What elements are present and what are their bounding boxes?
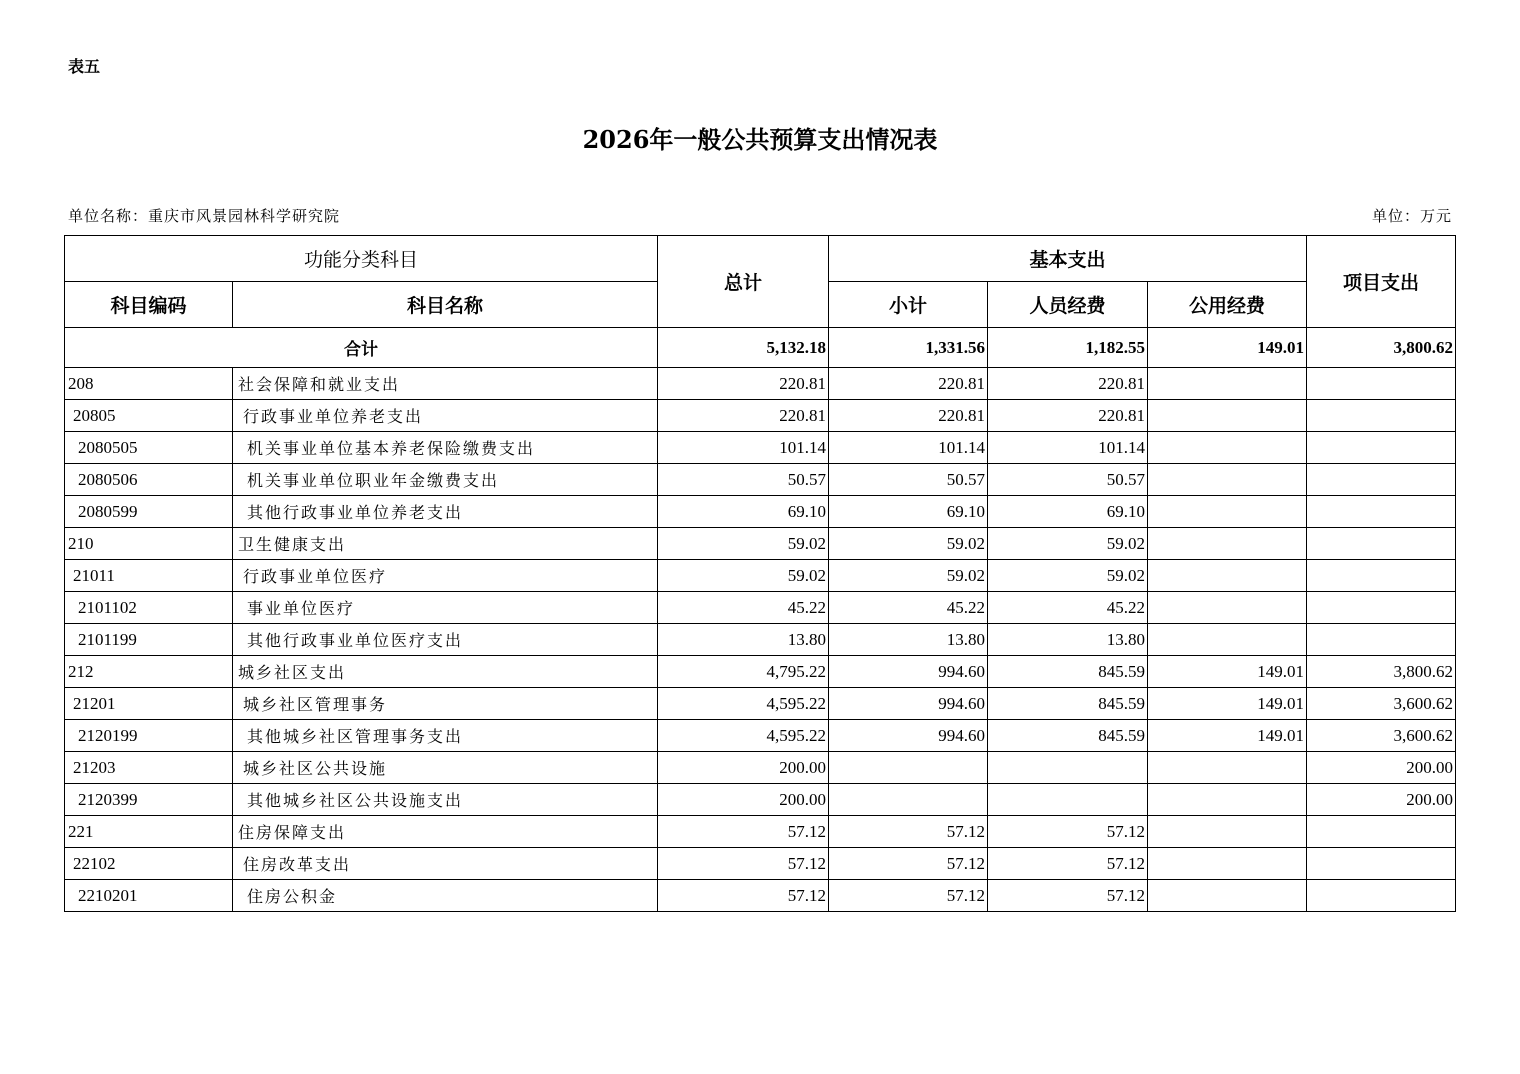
cell-project	[1307, 496, 1456, 528]
cell-total: 59.02	[658, 560, 829, 592]
cell-code: 2101102	[65, 592, 233, 624]
cell-total: 4,595.22	[658, 720, 829, 752]
cell-code: 2120199	[65, 720, 233, 752]
header-project: 项目支出	[1307, 236, 1456, 328]
unit-label: 单位：万元	[1371, 207, 1452, 225]
cell-total: 45.22	[658, 592, 829, 624]
cell-public: 149.01	[1148, 720, 1307, 752]
cell-subtotal: 220.81	[829, 400, 988, 432]
table-row	[65, 752, 1456, 784]
cell-code: 212	[65, 656, 233, 688]
cell-total: 4,795.22	[658, 656, 829, 688]
cell-project	[1307, 528, 1456, 560]
header-subtotal: 小计	[829, 282, 988, 328]
cell-project	[1307, 368, 1456, 400]
cell-project	[1307, 560, 1456, 592]
cell-total: 200.00	[658, 784, 829, 816]
cell-name: 住房公积金	[233, 880, 658, 912]
cell-subtotal	[829, 784, 988, 816]
cell-personnel	[988, 752, 1148, 784]
cell-project	[1307, 624, 1456, 656]
cell-public	[1148, 432, 1307, 464]
cell-project: 200.00	[1307, 752, 1456, 784]
total-row	[65, 328, 1456, 368]
cell-total: 69.10	[658, 496, 829, 528]
table-row	[65, 816, 1456, 848]
cell-public	[1148, 368, 1307, 400]
cell-personnel: 69.10	[988, 496, 1148, 528]
table-row	[65, 624, 1456, 656]
cell-public	[1148, 496, 1307, 528]
cell-public	[1148, 816, 1307, 848]
cell-public	[1148, 592, 1307, 624]
cell-personnel: 57.12	[988, 848, 1148, 880]
cell-total: 4,595.22	[658, 688, 829, 720]
cell-code: 2080506	[65, 464, 233, 496]
cell-code: 2080505	[65, 432, 233, 464]
cell-total: 57.12	[658, 880, 829, 912]
cell-code: 21203	[65, 752, 233, 784]
cell-subtotal: 57.12	[829, 848, 988, 880]
cell-total: 220.81	[658, 400, 829, 432]
cell-code: 2210201	[65, 880, 233, 912]
cell-subtotal: 59.02	[829, 560, 988, 592]
table-row	[65, 592, 1456, 624]
cell-personnel: 13.80	[988, 624, 1148, 656]
cell-total: 13.80	[658, 624, 829, 656]
cell-subtotal: 101.14	[829, 432, 988, 464]
cell-personnel: 57.12	[988, 880, 1148, 912]
cell-subtotal: 69.10	[829, 496, 988, 528]
cell-subtotal: 994.60	[829, 688, 988, 720]
cell-project: 3,600.62	[1307, 688, 1456, 720]
unit-name: 单位名称：重庆市风景园林科学研究院	[68, 207, 341, 225]
table-row	[65, 720, 1456, 752]
cell-personnel: 59.02	[988, 560, 1148, 592]
table-row	[65, 432, 1456, 464]
header-func-category: 功能分类科目	[65, 236, 658, 282]
cell-name: 事业单位医疗	[233, 592, 658, 624]
table-number: 表五	[68, 57, 101, 76]
cell-total: 57.12	[658, 848, 829, 880]
cell-subtotal: 994.60	[829, 656, 988, 688]
cell-name: 城乡社区支出	[233, 656, 658, 688]
header-row-1	[65, 236, 1456, 282]
cell-subtotal: 45.22	[829, 592, 988, 624]
cell-personnel: 845.59	[988, 656, 1148, 688]
table-row	[65, 400, 1456, 432]
cell-public	[1148, 880, 1307, 912]
cell-total: 200.00	[658, 752, 829, 784]
cell-subtotal: 59.02	[829, 528, 988, 560]
cell-total: 50.57	[658, 464, 829, 496]
cell-name: 机关事业单位职业年金缴费支出	[233, 464, 658, 496]
header-personnel: 人员经费	[988, 282, 1148, 328]
table-row	[65, 880, 1456, 912]
cell-name: 其他城乡社区管理事务支出	[233, 720, 658, 752]
header-public: 公用经费	[1148, 282, 1307, 328]
header-name: 科目名称	[233, 282, 658, 328]
cell-public	[1148, 528, 1307, 560]
cell-project	[1307, 848, 1456, 880]
cell-subtotal: 50.57	[829, 464, 988, 496]
cell-code: 208	[65, 368, 233, 400]
cell-name: 社会保障和就业支出	[233, 368, 658, 400]
cell-code: 21201	[65, 688, 233, 720]
cell-personnel: 50.57	[988, 464, 1148, 496]
cell-subtotal	[829, 752, 988, 784]
cell-total: 57.12	[658, 816, 829, 848]
cell-total: 220.81	[658, 368, 829, 400]
page-title: 2026年一般公共预算支出情况表	[582, 125, 938, 154]
cell-code: 20805	[65, 400, 233, 432]
cell-name: 城乡社区公共设施	[233, 752, 658, 784]
cell-public	[1148, 848, 1307, 880]
cell-total: 101.14	[658, 432, 829, 464]
cell-personnel: 845.59	[988, 720, 1148, 752]
total-cell-project: 3,800.62	[1307, 328, 1456, 368]
cell-code: 210	[65, 528, 233, 560]
cell-project: 3,600.62	[1307, 720, 1456, 752]
cell-personnel: 57.12	[988, 816, 1148, 848]
cell-public	[1148, 464, 1307, 496]
total-label: 合计	[65, 328, 658, 368]
cell-name: 卫生健康支出	[233, 528, 658, 560]
cell-name: 城乡社区管理事务	[233, 688, 658, 720]
cell-project	[1307, 464, 1456, 496]
cell-public	[1148, 752, 1307, 784]
cell-name: 行政事业单位养老支出	[233, 400, 658, 432]
cell-subtotal: 994.60	[829, 720, 988, 752]
cell-project	[1307, 592, 1456, 624]
cell-personnel: 220.81	[988, 400, 1148, 432]
cell-code: 221	[65, 816, 233, 848]
cell-personnel: 59.02	[988, 528, 1148, 560]
cell-public	[1148, 784, 1307, 816]
table-row	[65, 560, 1456, 592]
cell-personnel	[988, 784, 1148, 816]
cell-code: 22102	[65, 848, 233, 880]
cell-personnel: 45.22	[988, 592, 1148, 624]
table-row	[65, 368, 1456, 400]
cell-personnel: 845.59	[988, 688, 1148, 720]
table-row	[65, 784, 1456, 816]
cell-personnel: 220.81	[988, 368, 1148, 400]
total-cell-public: 149.01	[1148, 328, 1307, 368]
cell-public: 149.01	[1148, 656, 1307, 688]
cell-name: 住房保障支出	[233, 816, 658, 848]
header-code: 科目编码	[65, 282, 233, 328]
table-row	[65, 848, 1456, 880]
table-row	[65, 464, 1456, 496]
cell-project	[1307, 432, 1456, 464]
total-cell-total: 5,132.18	[658, 328, 829, 368]
table-row	[65, 656, 1456, 688]
total-cell-personnel: 1,182.55	[988, 328, 1148, 368]
cell-public	[1148, 624, 1307, 656]
cell-code: 2120399	[65, 784, 233, 816]
cell-public	[1148, 560, 1307, 592]
cell-name: 行政事业单位医疗	[233, 560, 658, 592]
cell-name: 其他行政事业单位养老支出	[233, 496, 658, 528]
cell-public	[1148, 400, 1307, 432]
cell-project	[1307, 880, 1456, 912]
cell-name: 住房改革支出	[233, 848, 658, 880]
cell-public: 149.01	[1148, 688, 1307, 720]
cell-code: 21011	[65, 560, 233, 592]
cell-subtotal: 220.81	[829, 368, 988, 400]
table-row	[65, 528, 1456, 560]
cell-subtotal: 57.12	[829, 880, 988, 912]
budget-table	[64, 235, 1456, 912]
cell-project: 3,800.62	[1307, 656, 1456, 688]
header-total: 总计	[658, 236, 829, 328]
cell-subtotal: 57.12	[829, 816, 988, 848]
cell-name: 其他行政事业单位医疗支出	[233, 624, 658, 656]
total-cell-subtotal: 1,331.56	[829, 328, 988, 368]
cell-code: 2080599	[65, 496, 233, 528]
header-basic: 基本支出	[829, 236, 1307, 282]
cell-name: 机关事业单位基本养老保险缴费支出	[233, 432, 658, 464]
cell-project	[1307, 400, 1456, 432]
table-row	[65, 688, 1456, 720]
cell-subtotal: 13.80	[829, 624, 988, 656]
cell-project	[1307, 816, 1456, 848]
cell-code: 2101199	[65, 624, 233, 656]
cell-project: 200.00	[1307, 784, 1456, 816]
table-row	[65, 496, 1456, 528]
cell-total: 59.02	[658, 528, 829, 560]
cell-personnel: 101.14	[988, 432, 1148, 464]
cell-name: 其他城乡社区公共设施支出	[233, 784, 658, 816]
